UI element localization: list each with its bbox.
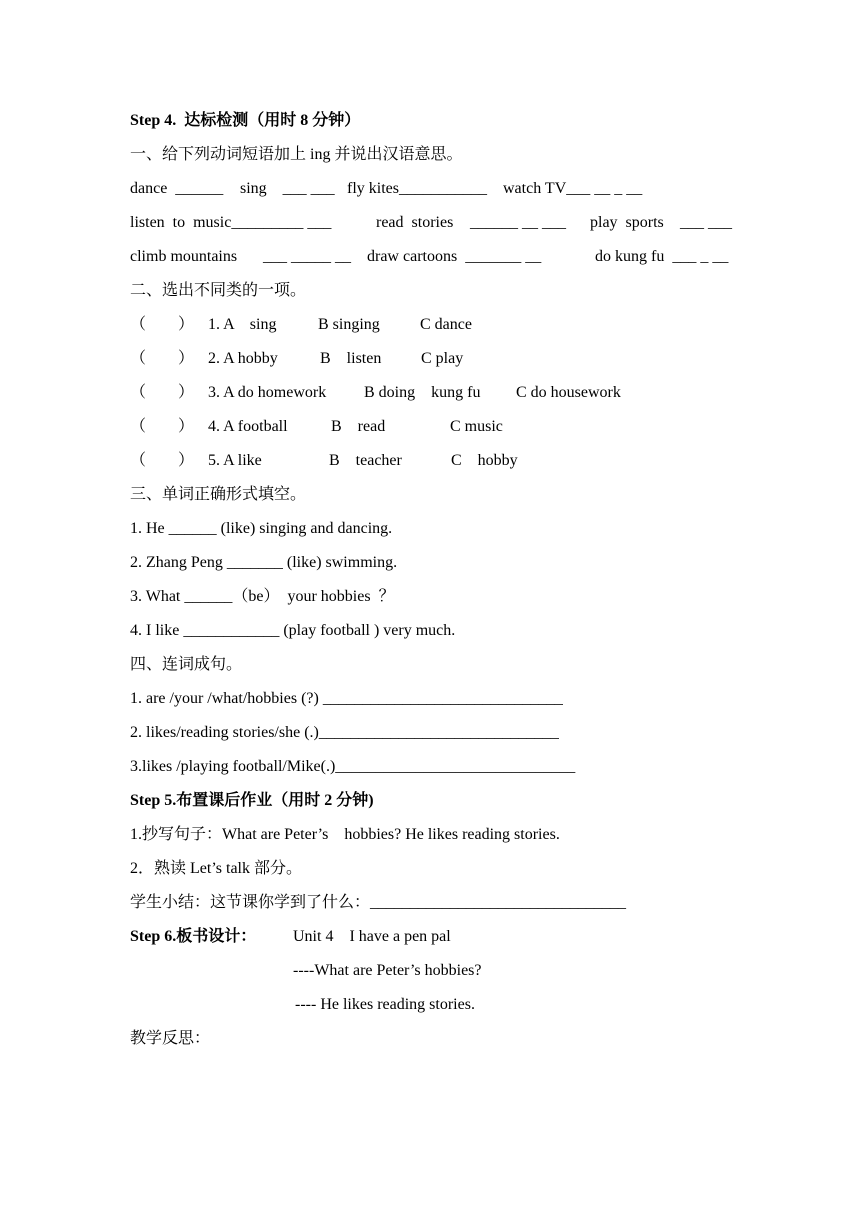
choice-paren: （ ）: [130, 418, 195, 435]
verb-listen-to-music: listen to music_________ ___: [130, 214, 332, 231]
verb-play-sports: play sports: [590, 214, 664, 231]
board-line: ----What are Peter’s hobbies?: [293, 962, 482, 979]
sentence-item: 1. are /your /what/hobbies (?) ______________________________: [130, 690, 563, 707]
part2-heading: 二、选出不同类的一项。: [130, 282, 307, 299]
part1-heading: 一、给下列动词短语加上 ing 并说出汉语意思。: [130, 146, 463, 163]
choice-c: C play: [421, 350, 464, 367]
choice-b: B read: [331, 418, 386, 435]
verb-read-stories: read stories: [376, 214, 454, 231]
verb-sing: sing ___ ___: [240, 180, 335, 197]
teaching-reflection: 教学反思：: [130, 1030, 211, 1047]
verb-dance: dance ______: [130, 180, 224, 197]
choice-b: B singing: [318, 316, 380, 333]
verb-play-sports-blank: ___ ___: [680, 214, 732, 231]
step6-title: Step 6.板书设计：: [130, 928, 257, 945]
choice-c: C hobby: [451, 452, 518, 469]
step5-title: Step 5.布置课后作业（用时 2 分钟): [130, 792, 374, 809]
choice-a: 2. A hobby: [208, 350, 278, 367]
fill-item: 4. I like ____________ (play football ) very much.: [130, 622, 456, 639]
choice-paren: （ ）: [130, 452, 195, 469]
choice-a: 3. A do homework: [208, 384, 327, 401]
board-line: Unit 4 I have a pen pal: [293, 928, 451, 945]
choice-a: 1. A sing: [208, 316, 277, 333]
board-line: ---- He likes reading stories.: [295, 996, 475, 1013]
choice-paren: （ ）: [130, 316, 195, 333]
verb-climb-mountains-blank: ___ _____ __: [263, 248, 351, 265]
choice-b: B listen: [320, 350, 382, 367]
homework-item: 2．熟读 Let’s talk 部分。: [130, 860, 302, 877]
choice-c: C music: [450, 418, 503, 435]
fill-item: 3. What ______（be） your hobbies ？: [130, 588, 395, 605]
choice-b: B teacher: [329, 452, 402, 469]
choice-c: C do housework: [516, 384, 621, 401]
verb-fly-kites: fly kites___________: [347, 180, 487, 197]
step4-title: Step 4. 达标检测（用时 8 分钟）: [130, 112, 361, 129]
choice-b: B doing kung fu: [364, 384, 481, 401]
verb-draw-cartoons: draw cartoons _______ __: [367, 248, 542, 265]
verb-watch-tv: watch TV___ __ _ __: [503, 180, 643, 197]
choice-a: 5. A like: [208, 452, 262, 469]
sentence-item: 2. likes/reading stories/she (.)______________________________: [130, 724, 559, 741]
homework-item: 1.抄写句子：What are Peter’s hobbies? He likes reading stories.: [130, 826, 560, 843]
verb-do-kung-fu: do kung fu ___ _ __: [595, 248, 729, 265]
choice-c: C dance: [420, 316, 472, 333]
fill-item: 1. He ______ (like) singing and dancing.: [130, 520, 393, 537]
verb-climb-mountains: climb mountains: [130, 248, 238, 265]
choice-paren: （ ）: [130, 350, 195, 367]
choice-paren: （ ）: [130, 384, 195, 401]
part4-heading: 四、连词成句。: [130, 656, 243, 673]
sentence-item: 3.likes /playing football/Mike(.)______________________________: [130, 758, 576, 775]
student-summary: 学生小结：这节课你学到了什么：________________________________: [130, 894, 627, 911]
part3-heading: 三、单词正确形式填空。: [130, 486, 307, 503]
fill-item: 2. Zhang Peng _______ (like) swimming.: [130, 554, 398, 571]
verb-read-stories-blank: ______ __ ___: [470, 214, 566, 231]
choice-a: 4. A football: [208, 418, 288, 435]
